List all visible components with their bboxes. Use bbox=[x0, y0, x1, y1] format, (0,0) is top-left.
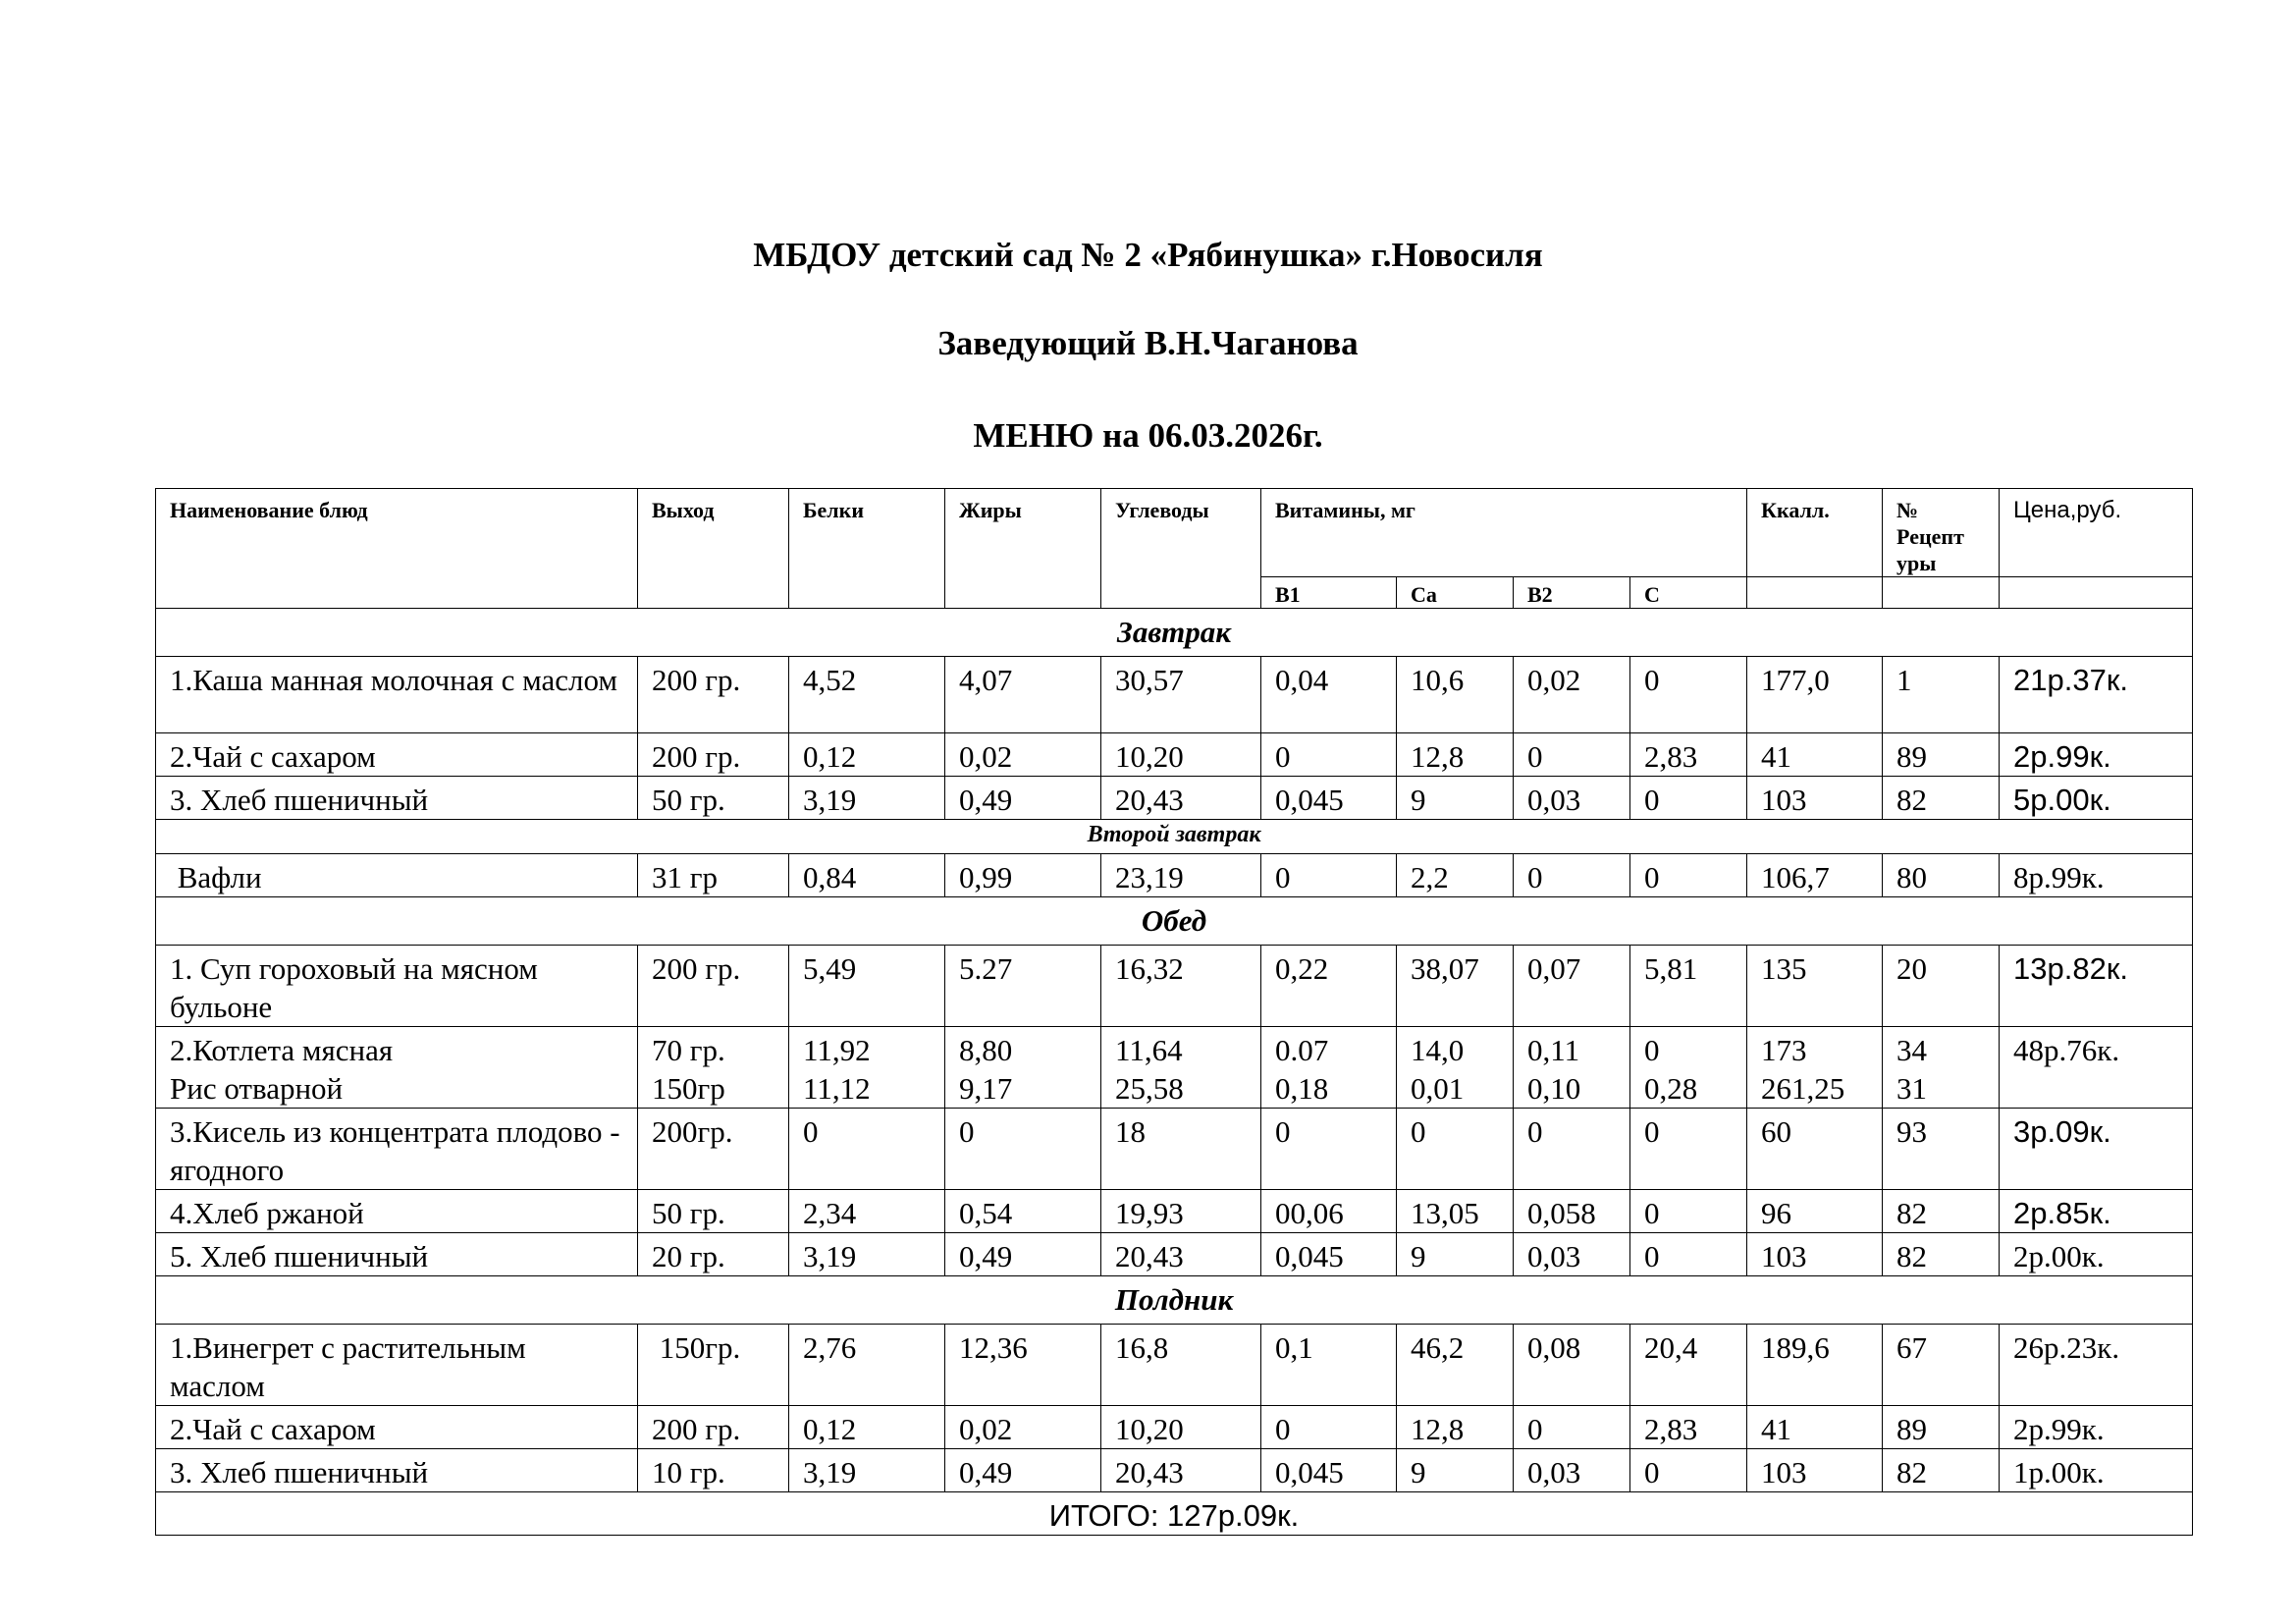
dish-kcal: 103 bbox=[1747, 1449, 1883, 1492]
dish-output: 200 гр. bbox=[638, 733, 789, 777]
dish-price: 26р.23к. bbox=[2000, 1325, 2193, 1406]
dish-b1: 0,045 bbox=[1261, 777, 1397, 820]
menu-table bbox=[155, 488, 2193, 1536]
dish-recipe: 82 bbox=[1883, 777, 2000, 820]
dish-fat: 0 bbox=[945, 1109, 1101, 1190]
dish-output: 20 гр. bbox=[638, 1233, 789, 1276]
table-row bbox=[156, 1325, 2193, 1406]
dish-fat: 0,02 bbox=[945, 1406, 1101, 1449]
col-header-kcal: Ккалл. bbox=[1747, 489, 1883, 577]
dish-ca: 46,2 bbox=[1397, 1325, 1514, 1406]
total-amount: ИТОГО: 127р.09к. bbox=[156, 1492, 2193, 1536]
dish-carbs: 25,58 bbox=[1115, 1071, 1184, 1106]
col-header-name: Наименование блюд bbox=[156, 489, 638, 609]
institution-title: МБДОУ детский сад № 2 «Рябинушка» г.Новосиля bbox=[753, 236, 1543, 274]
dish-protein: 3,19 bbox=[789, 777, 945, 820]
table-row bbox=[156, 733, 2193, 777]
dish-name: 2.Котлета мясная bbox=[170, 1033, 394, 1067]
dish-price: 3р.09к. bbox=[2000, 1109, 2193, 1190]
col-header-recipe: № Рецепт уры bbox=[1883, 489, 2000, 577]
dish-price: 2р.85к. bbox=[2000, 1190, 2193, 1233]
dish-protein: 5,49 bbox=[789, 946, 945, 1027]
dish-recipe-pair bbox=[1883, 1027, 2000, 1109]
dish-name: 3. Хлеб пшеничный bbox=[156, 777, 638, 820]
dish-c: 0 bbox=[1630, 854, 1747, 897]
dish-c: 20,4 bbox=[1630, 1325, 1747, 1406]
dish-b2: 0,10 bbox=[1527, 1071, 1581, 1106]
section-title-snack: Полдник bbox=[156, 1276, 2193, 1325]
dish-protein: 4,52 bbox=[789, 657, 945, 733]
dish-ca: 2,2 bbox=[1397, 854, 1514, 897]
dish-fat: 0,49 bbox=[945, 777, 1101, 820]
dish-carbs: 20,43 bbox=[1101, 777, 1261, 820]
dish-price: 5р.00к. bbox=[2000, 777, 2193, 820]
dish-price: 2р.99к. bbox=[2000, 733, 2193, 777]
dish-b1: 0 bbox=[1261, 1406, 1397, 1449]
col-header-output: Выход bbox=[638, 489, 789, 609]
section-title-second-breakfast: Второй завтрак bbox=[156, 820, 2193, 854]
dish-b1: 0.07 bbox=[1275, 1033, 1329, 1067]
dish-carbs: 18 bbox=[1101, 1109, 1261, 1190]
dish-fat: 0,99 bbox=[945, 854, 1101, 897]
dish-fat: 4,07 bbox=[945, 657, 1101, 733]
dish-c-pair bbox=[1630, 1027, 1747, 1109]
dish-protein: 2,34 bbox=[789, 1190, 945, 1233]
dish-price: 2р.00к. bbox=[2000, 1233, 2193, 1276]
dish-carbs: 20,43 bbox=[1101, 1233, 1261, 1276]
section-row bbox=[156, 820, 2193, 854]
dish-fat-pair bbox=[945, 1027, 1101, 1109]
section-row bbox=[156, 897, 2193, 946]
dish-output: 10 гр. bbox=[638, 1449, 789, 1492]
dish-carbs: 11,64 bbox=[1115, 1033, 1183, 1067]
dish-b2: 0,08 bbox=[1514, 1325, 1630, 1406]
dish-c: 0 bbox=[1630, 777, 1747, 820]
dish-recipe: 89 bbox=[1883, 733, 2000, 777]
dish-c: 0 bbox=[1630, 1233, 1747, 1276]
empty-cell bbox=[1747, 577, 1883, 609]
table-row bbox=[156, 1109, 2193, 1190]
dish-recipe: 93 bbox=[1883, 1109, 2000, 1190]
dish-name: 2.Чай с сахаром bbox=[156, 733, 638, 777]
dish-ca: 0,01 bbox=[1411, 1071, 1465, 1106]
dish-kcal: 41 bbox=[1747, 733, 1883, 777]
dish-c: 0 bbox=[1630, 657, 1747, 733]
dish-b1: 0,18 bbox=[1275, 1071, 1329, 1106]
dish-protein: 3,19 bbox=[789, 1233, 945, 1276]
dish-recipe: 20 bbox=[1883, 946, 2000, 1027]
dish-name: 2.Чай с сахаром bbox=[156, 1406, 638, 1449]
dish-name: 3. Хлеб пшеничный bbox=[156, 1449, 638, 1492]
dish-output: 200гр. bbox=[638, 1109, 789, 1190]
empty-cell bbox=[2000, 577, 2193, 609]
dish-b1: 0,045 bbox=[1261, 1233, 1397, 1276]
dish-ca: 38,07 bbox=[1397, 946, 1514, 1027]
dish-name: 3.Кисель из концентрата плодово - ягодного bbox=[156, 1109, 638, 1190]
dish-carbs: 16,32 bbox=[1101, 946, 1261, 1027]
dish-output: 31 гр bbox=[638, 854, 789, 897]
section-title-breakfast: Завтрак bbox=[156, 609, 2193, 657]
dish-ca: 9 bbox=[1397, 1449, 1514, 1492]
dish-b1: 0,22 bbox=[1261, 946, 1397, 1027]
dish-name: Вафли bbox=[156, 854, 638, 897]
dish-kcal: 173 bbox=[1761, 1033, 1807, 1067]
dish-protein: 0,12 bbox=[789, 1406, 945, 1449]
dish-c: 0 bbox=[1630, 1190, 1747, 1233]
director-line: Заведующий В.Н.Чаганова bbox=[937, 324, 1359, 362]
total-row bbox=[156, 1492, 2193, 1536]
table-row bbox=[156, 854, 2193, 897]
empty-cell bbox=[1883, 577, 2000, 609]
dish-b2: 0,07 bbox=[1514, 946, 1630, 1027]
table-row bbox=[156, 1190, 2193, 1233]
dish-name: 1.Винегрет с растительным маслом bbox=[156, 1325, 638, 1406]
dish-protein: 11,92 bbox=[803, 1033, 871, 1067]
dish-c: 2,83 bbox=[1630, 1406, 1747, 1449]
dish-b2-pair bbox=[1514, 1027, 1630, 1109]
dish-protein: 0,12 bbox=[789, 733, 945, 777]
dish-ca: 10,6 bbox=[1397, 657, 1514, 733]
dish-output: 200 гр. bbox=[638, 1406, 789, 1449]
dish-ca: 9 bbox=[1397, 777, 1514, 820]
dish-fat: 0,54 bbox=[945, 1190, 1101, 1233]
dish-recipe: 31 bbox=[1896, 1071, 1928, 1106]
dish-recipe: 80 bbox=[1883, 854, 2000, 897]
dish-carbs-pair bbox=[1101, 1027, 1261, 1109]
dish-c: 0 bbox=[1630, 1109, 1747, 1190]
dish-output: 150гр bbox=[652, 1071, 725, 1106]
dish-protein: 11,12 bbox=[803, 1071, 871, 1106]
dish-recipe: 34 bbox=[1896, 1033, 1928, 1067]
table-row bbox=[156, 946, 2193, 1027]
dish-ca: 9 bbox=[1397, 1233, 1514, 1276]
dish-ca: 13,05 bbox=[1397, 1190, 1514, 1233]
menu-date-title: МЕНЮ на 06.03.2026г. bbox=[973, 416, 1323, 455]
dish-kcal: 103 bbox=[1747, 1233, 1883, 1276]
table-row bbox=[156, 1027, 2193, 1109]
dish-b2: 0,058 bbox=[1514, 1190, 1630, 1233]
dish-fat: 0,02 bbox=[945, 733, 1101, 777]
dish-output: 150гр. bbox=[638, 1325, 789, 1406]
dish-protein: 0,84 bbox=[789, 854, 945, 897]
dish-recipe: 82 bbox=[1883, 1190, 2000, 1233]
dish-fat: 9,17 bbox=[959, 1071, 1013, 1106]
table-row bbox=[156, 777, 2193, 820]
dish-b1: 00,06 bbox=[1261, 1190, 1397, 1233]
dish-carbs: 20,43 bbox=[1101, 1449, 1261, 1492]
dish-b1-pair bbox=[1261, 1027, 1397, 1109]
dish-kcal: 261,25 bbox=[1761, 1071, 1845, 1106]
col-header-b2: В2 bbox=[1514, 577, 1630, 609]
dish-name: 4.Хлеб ржаной bbox=[156, 1190, 638, 1233]
dish-kcal-pair bbox=[1747, 1027, 1883, 1109]
dish-kcal: 60 bbox=[1747, 1109, 1883, 1190]
dish-ca-pair bbox=[1397, 1027, 1514, 1109]
dish-name: 1.Каша манная молочная с маслом bbox=[156, 657, 638, 733]
dish-kcal: 96 bbox=[1747, 1190, 1883, 1233]
dish-output: 200 гр. bbox=[638, 946, 789, 1027]
table-row bbox=[156, 657, 2193, 733]
dish-fat: 8,80 bbox=[959, 1033, 1013, 1067]
dish-carbs: 10,20 bbox=[1101, 1406, 1261, 1449]
dish-c: 5,81 bbox=[1630, 946, 1747, 1027]
table-row bbox=[156, 1406, 2193, 1449]
col-header-c: С bbox=[1630, 577, 1747, 609]
col-header-carbs: Углеводы bbox=[1101, 489, 1261, 609]
dish-kcal: 135 bbox=[1747, 946, 1883, 1027]
dish-kcal: 106,7 bbox=[1747, 854, 1883, 897]
dish-price: 2р.99к. bbox=[2000, 1406, 2193, 1449]
dish-protein: 2,76 bbox=[789, 1325, 945, 1406]
dish-protein: 3,19 bbox=[789, 1449, 945, 1492]
dish-carbs: 23,19 bbox=[1101, 854, 1261, 897]
dish-price: 8р.99к. bbox=[2000, 854, 2193, 897]
dish-fat: 0,49 bbox=[945, 1449, 1101, 1492]
dish-recipe: 67 bbox=[1883, 1325, 2000, 1406]
dish-price: 13р.82к. bbox=[2000, 946, 2193, 1027]
dish-b2: 0 bbox=[1514, 854, 1630, 897]
dish-c: 0 bbox=[1644, 1033, 1660, 1067]
dish-name: 5. Хлеб пшеничный bbox=[156, 1233, 638, 1276]
dish-output: 50 гр. bbox=[638, 777, 789, 820]
dish-b1: 0,04 bbox=[1261, 657, 1397, 733]
dish-ca: 12,8 bbox=[1397, 1406, 1514, 1449]
dish-kcal: 41 bbox=[1747, 1406, 1883, 1449]
dish-b1: 0,045 bbox=[1261, 1449, 1397, 1492]
dish-price: 21р.37к. bbox=[2000, 657, 2193, 733]
dish-recipe: 89 bbox=[1883, 1406, 2000, 1449]
dish-carbs: 19,93 bbox=[1101, 1190, 1261, 1233]
col-header-vitamins: Витамины, мг bbox=[1261, 489, 1747, 577]
dish-recipe: 82 bbox=[1883, 1449, 2000, 1492]
dish-fat: 12,36 bbox=[945, 1325, 1101, 1406]
col-header-protein: Белки bbox=[789, 489, 945, 609]
dish-b2: 0,03 bbox=[1514, 1233, 1630, 1276]
dish-recipe: 1 bbox=[1883, 657, 2000, 733]
dish-b2: 0 bbox=[1514, 1406, 1630, 1449]
dish-fat: 0,49 bbox=[945, 1233, 1101, 1276]
dish-output: 70 гр. bbox=[652, 1033, 725, 1067]
table-row bbox=[156, 1233, 2193, 1276]
section-row bbox=[156, 1276, 2193, 1325]
dish-ca: 14,0 bbox=[1411, 1033, 1465, 1067]
dish-name: 1. Суп гороховый на мясном бульоне bbox=[156, 946, 638, 1027]
dish-b1: 0,1 bbox=[1261, 1325, 1397, 1406]
dish-fat: 5.27 bbox=[945, 946, 1101, 1027]
dish-ca: 0 bbox=[1397, 1109, 1514, 1190]
dish-carbs: 16,8 bbox=[1101, 1325, 1261, 1406]
dish-carbs: 10,20 bbox=[1101, 733, 1261, 777]
dish-output: 200 гр. bbox=[638, 657, 789, 733]
dish-b2: 0 bbox=[1514, 1109, 1630, 1190]
dish-b2: 0,11 bbox=[1527, 1033, 1580, 1067]
dish-name: Рис отварной bbox=[170, 1071, 344, 1106]
dish-b1: 0 bbox=[1261, 1109, 1397, 1190]
dish-b2: 0 bbox=[1514, 733, 1630, 777]
dish-c: 0 bbox=[1630, 1449, 1747, 1492]
dish-kcal: 189,6 bbox=[1747, 1325, 1883, 1406]
dish-recipe: 82 bbox=[1883, 1233, 2000, 1276]
dish-c: 2,83 bbox=[1630, 733, 1747, 777]
dish-b2: 0,03 bbox=[1514, 1449, 1630, 1492]
dish-b2: 0,02 bbox=[1514, 657, 1630, 733]
dish-output-pair bbox=[638, 1027, 789, 1109]
col-header-b1: В1 bbox=[1261, 577, 1397, 609]
dish-price: 48р.76к. bbox=[2000, 1027, 2193, 1109]
dish-carbs: 30,57 bbox=[1101, 657, 1261, 733]
section-title-lunch: Обед bbox=[156, 897, 2193, 946]
col-header-fat: Жиры bbox=[945, 489, 1101, 609]
dish-b2: 0,03 bbox=[1514, 777, 1630, 820]
dish-name-pair bbox=[156, 1027, 638, 1109]
header-row bbox=[156, 489, 2193, 577]
dish-protein: 0 bbox=[789, 1109, 945, 1190]
col-header-ca: Са bbox=[1397, 577, 1514, 609]
dish-kcal: 103 bbox=[1747, 777, 1883, 820]
dish-b1: 0 bbox=[1261, 733, 1397, 777]
dish-kcal: 177,0 bbox=[1747, 657, 1883, 733]
dish-c: 0,28 bbox=[1644, 1071, 1698, 1106]
section-row bbox=[156, 609, 2193, 657]
dish-protein-pair bbox=[789, 1027, 945, 1109]
dish-b1: 0 bbox=[1261, 854, 1397, 897]
col-header-price: Цена,руб. bbox=[2000, 489, 2193, 577]
table-row bbox=[156, 1449, 2193, 1492]
dish-price: 1р.00к. bbox=[2000, 1449, 2193, 1492]
dish-output: 50 гр. bbox=[638, 1190, 789, 1233]
dish-ca: 12,8 bbox=[1397, 733, 1514, 777]
